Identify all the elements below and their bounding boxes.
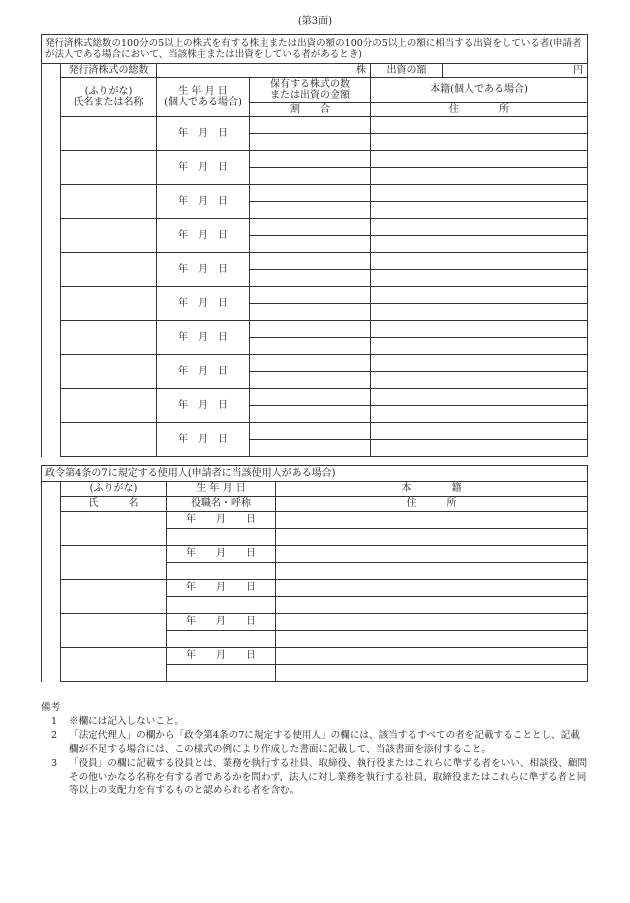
domicile-column-header: 本籍(個人である場合) [371, 78, 588, 103]
note-text: 「役員」の欄に記載する役員とは、業務を執行する社員、取締役、執行役またはこれらに準ずる者をいい、相談役、顧問その他いかなる名称を有する者であるかを問わず、法人に対し業務を執行する社員、取締役またはこれらに準ずる者と同等以上の支配力を有するものと認められる者を含む。 [69, 757, 588, 797]
employee-birth-cell[interactable] [167, 614, 276, 631]
emp-address-label: 住 所 [276, 497, 588, 512]
date-placeholder: 年 月 日 [178, 195, 228, 207]
shareholder-ratio-cell[interactable] [250, 304, 371, 321]
employee-title-cell[interactable] [167, 563, 276, 580]
date-placeholder: 年 月 日 [186, 582, 256, 594]
date-placeholder: 年 月 日 [186, 650, 256, 662]
shareholder-holding-cell[interactable] [250, 287, 371, 304]
shareholder-holding-cell[interactable] [250, 423, 371, 440]
shareholder-birth-cell[interactable] [157, 185, 250, 219]
emp-title-label: 役職名・呼称 [167, 497, 276, 512]
address-column-header: 住 所 [371, 103, 588, 117]
shareholder-birth-cell[interactable] [157, 355, 250, 389]
indent-column [42, 64, 61, 457]
employee-name-cell[interactable] [61, 512, 167, 546]
shareholder-address-cell[interactable] [371, 440, 588, 457]
note-number: 1 [51, 715, 58, 727]
shareholder-domicile-cell[interactable] [371, 117, 588, 134]
shareholder-ratio-cell[interactable] [250, 372, 371, 389]
shareholder-domicile-cell[interactable] [371, 151, 588, 168]
employee-address-cell[interactable] [276, 597, 588, 614]
employee-name-cell[interactable] [61, 546, 167, 580]
employee-title-cell[interactable] [167, 597, 276, 614]
shareholder-holding-cell[interactable] [250, 151, 371, 168]
employee-name-cell[interactable] [61, 614, 167, 648]
shareholder-name-cell[interactable] [61, 287, 157, 321]
page-label: (第3面) [297, 16, 333, 27]
shareholder-domicile-cell[interactable] [371, 219, 588, 236]
employee-domicile-cell[interactable] [276, 648, 588, 665]
employee-domicile-cell[interactable] [276, 614, 588, 631]
shareholder-name-cell[interactable] [61, 321, 157, 355]
shareholder-domicile-cell[interactable] [371, 287, 588, 304]
employee-name-cell[interactable] [61, 648, 167, 682]
shareholder-ratio-cell[interactable] [250, 168, 371, 185]
employee-title-cell[interactable] [167, 529, 276, 546]
shareholder-address-cell[interactable] [371, 236, 588, 253]
total-shares-label: 発行済株式の総数 [61, 64, 157, 78]
date-placeholder: 年 月 日 [186, 514, 256, 526]
employee-name-cell[interactable] [61, 580, 167, 614]
employee-address-cell[interactable] [276, 631, 588, 648]
shareholder-domicile-cell[interactable] [371, 185, 588, 202]
shareholders-heading: 発行済株式総数の100分の5以上の株式を有する株主または出資の額の100分の5以上の額に相当する出資をしている者(申請者が法人である場合において、当該株主または出資をしている者があるとき) [42, 35, 588, 64]
shareholder-address-cell[interactable] [371, 134, 588, 151]
shareholder-name-cell[interactable] [61, 423, 157, 457]
shareholder-ratio-cell[interactable] [250, 134, 371, 151]
emp-birth-label: 生 年 月 日 [167, 482, 276, 497]
date-placeholder: 年 月 日 [178, 399, 228, 411]
shareholder-holding-cell[interactable] [250, 185, 371, 202]
date-placeholder: 年 月 日 [178, 297, 228, 309]
date-placeholder: 年 月 日 [186, 616, 256, 628]
shareholder-ratio-cell[interactable] [250, 202, 371, 219]
birth-sub-label: (個人である場合) [164, 97, 242, 108]
notes-section [41, 701, 589, 798]
shareholder-holding-cell[interactable] [250, 355, 371, 372]
shareholder-holding-cell[interactable] [250, 117, 371, 134]
employee-address-cell[interactable] [276, 529, 588, 546]
employee-domicile-cell[interactable] [276, 512, 588, 529]
employee-address-cell[interactable] [276, 563, 588, 580]
shareholder-address-cell[interactable] [371, 372, 588, 389]
shareholder-birth-cell[interactable] [157, 287, 250, 321]
employees-table [41, 465, 588, 682]
employee-birth-cell[interactable] [167, 546, 276, 563]
shareholder-domicile-cell[interactable] [371, 389, 588, 406]
employee-title-cell[interactable] [167, 665, 276, 682]
investment-field[interactable] [443, 64, 588, 78]
employee-birth-cell[interactable] [167, 648, 276, 665]
date-placeholder: 年 月 日 [186, 548, 256, 560]
ratio-column-header: 割 合 [250, 103, 371, 117]
note-text: 「法定代理人」の欄から「政令第4条の7に規定する使用人」の欄には、該当するすべての者を記載することとし、記載欄が不足する場合には、この様式の例により作成した書面に記載して、当該書面を添付すること。 [69, 729, 580, 755]
shares-unit: 株 [356, 64, 366, 76]
note-item [41, 715, 589, 729]
shareholder-holding-cell[interactable] [250, 219, 371, 236]
emp-name-label: 氏 名 [61, 497, 167, 512]
employee-title-cell[interactable] [167, 631, 276, 648]
holding-label: 保有する株式の数 [270, 78, 350, 90]
employees-heading: 政令第4条の7に規定する使用人(申請者に当該使用人がある場合) [42, 466, 588, 482]
emp-domicile-label: 本 籍 [276, 482, 588, 497]
employee-address-cell[interactable] [276, 665, 588, 682]
shareholder-address-cell[interactable] [371, 304, 588, 321]
emp-name-kana-label: (ふりがな) [61, 482, 167, 497]
investment-label: 出資の額 [371, 64, 443, 78]
date-placeholder: 年 月 日 [178, 263, 228, 275]
shareholder-address-cell[interactable] [371, 270, 588, 287]
employee-birth-cell[interactable] [167, 512, 276, 529]
holding-sub-label: または出資の金額 [270, 90, 350, 101]
date-placeholder: 年 月 日 [178, 365, 228, 377]
employee-domicile-cell[interactable] [276, 580, 588, 597]
name-kana-label: (ふりがな) [84, 85, 133, 97]
employee-domicile-cell[interactable] [276, 546, 588, 563]
date-placeholder: 年 月 日 [178, 331, 228, 343]
shareholder-address-cell[interactable] [371, 202, 588, 219]
shareholders-table [41, 34, 588, 457]
birth-label: 生 年 月 日 [178, 85, 228, 97]
shareholder-domicile-cell[interactable] [371, 253, 588, 270]
shareholder-domicile-cell[interactable] [371, 355, 588, 372]
note-item [41, 729, 589, 757]
indent-column [42, 482, 61, 682]
shareholder-name-cell[interactable] [61, 355, 157, 389]
shareholder-address-cell[interactable] [371, 168, 588, 185]
shareholder-holding-cell[interactable] [250, 389, 371, 406]
note-item [41, 757, 589, 799]
shareholder-name-cell[interactable] [61, 389, 157, 423]
date-placeholder: 年 月 日 [178, 127, 228, 139]
shareholder-birth-cell[interactable] [157, 117, 250, 151]
shareholder-name-cell[interactable] [61, 117, 157, 151]
shareholder-domicile-cell[interactable] [371, 423, 588, 440]
note-number: 2 [51, 729, 58, 741]
name-label: 氏名または名称 [73, 97, 144, 108]
birth-column-header [157, 78, 250, 117]
note-number: 3 [51, 757, 58, 769]
total-shares-field[interactable] [157, 64, 371, 78]
shareholder-domicile-cell[interactable] [371, 321, 588, 338]
shareholder-ratio-cell[interactable] [250, 236, 371, 253]
shareholder-birth-cell[interactable] [157, 219, 250, 253]
shareholder-holding-cell[interactable] [250, 321, 371, 338]
shareholder-ratio-cell[interactable] [250, 440, 371, 457]
shareholder-name-cell[interactable] [61, 151, 157, 185]
name-column-header [61, 78, 157, 117]
shareholder-birth-cell[interactable] [157, 389, 250, 423]
shareholder-birth-cell[interactable] [157, 423, 250, 457]
shareholder-ratio-cell[interactable] [250, 270, 371, 287]
shareholder-name-cell[interactable] [61, 185, 157, 219]
shareholder-address-cell[interactable] [371, 338, 588, 355]
notes-title: 備考 [41, 702, 61, 713]
yen-unit: 円 [573, 64, 584, 76]
date-placeholder: 年 月 日 [178, 433, 228, 445]
shareholder-name-cell[interactable] [61, 253, 157, 287]
shareholder-address-cell[interactable] [371, 406, 588, 423]
shareholder-birth-cell[interactable] [157, 253, 250, 287]
date-placeholder: 年 月 日 [178, 161, 228, 173]
note-text: ※欄には記入しないこと。 [69, 715, 185, 727]
shareholder-name-cell[interactable] [61, 219, 157, 253]
employee-birth-cell[interactable] [167, 580, 276, 597]
shareholder-ratio-cell[interactable] [250, 338, 371, 355]
shareholder-ratio-cell[interactable] [250, 406, 371, 423]
shareholder-birth-cell[interactable] [157, 151, 250, 185]
shareholder-holding-cell[interactable] [250, 253, 371, 270]
date-placeholder: 年 月 日 [178, 229, 228, 241]
holding-column-header [250, 78, 371, 103]
shareholder-birth-cell[interactable] [157, 321, 250, 355]
